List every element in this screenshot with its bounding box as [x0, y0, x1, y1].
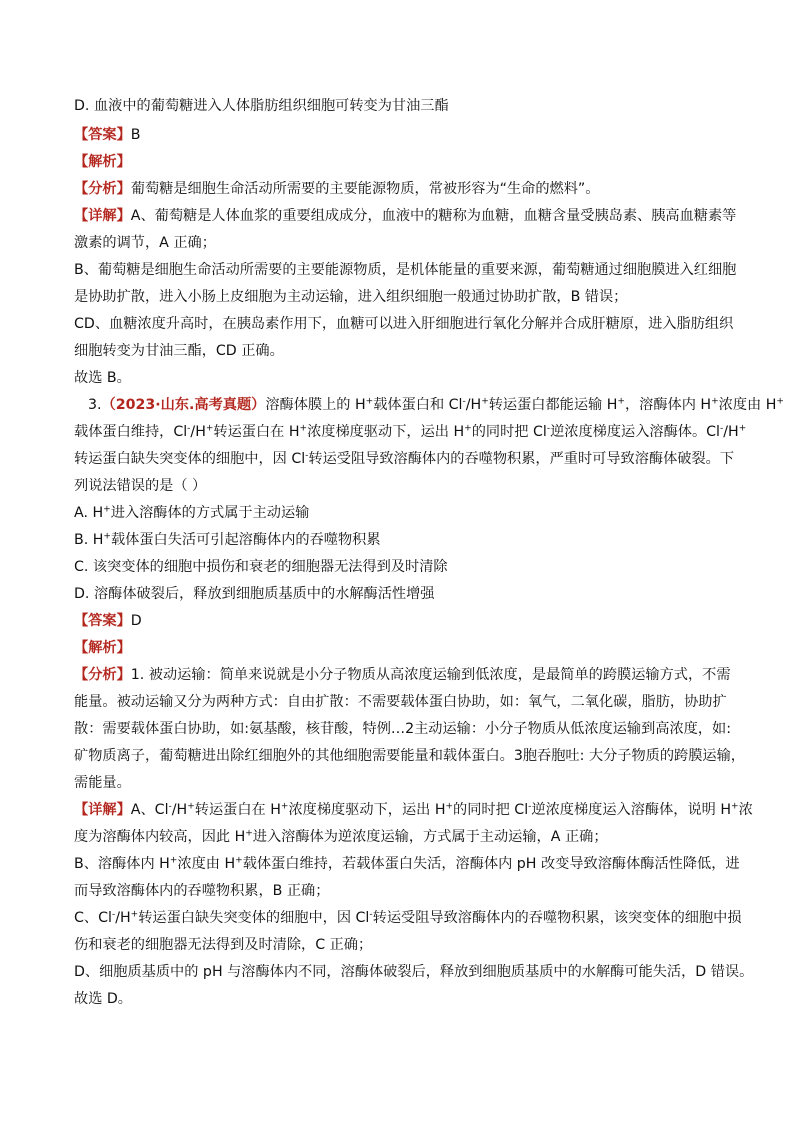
q3-fenxi-line-3: 散：需要载体蛋白协助，如:氨基酸，核苷酸，特例…2主动运输：小分子物质从低浓度运输到高浓度，如: — [74, 721, 732, 737]
superscript: + — [245, 828, 253, 839]
q2-xiangjie-line-2: 激素的调节，A 正确； — [74, 235, 216, 251]
superscript: - — [187, 423, 191, 434]
answer-value: B — [130, 127, 141, 143]
q2-fenxi — [74, 176, 724, 203]
stem-text: 浓度梯度驱动下，运出 H — [307, 424, 465, 440]
q3-stem-line-2 — [74, 419, 747, 446]
q3-option-d: D. 溶酶体破裂后，释放到细胞质基质中的水解酶活性增强 — [74, 586, 435, 602]
superscript: + — [445, 801, 454, 812]
analysis-tag: 【解析】 — [74, 640, 131, 656]
q3-conclusion: 故选 D。 — [74, 991, 132, 1007]
stem-text: 转运蛋白在 H — [213, 424, 300, 440]
superscript: - — [462, 396, 466, 407]
q3-stem-line-3 — [74, 446, 735, 473]
q3-stem-line-1 — [74, 392, 784, 419]
stem-text: 载体蛋白维持，Cl — [74, 424, 188, 440]
option-text: A. H — [74, 505, 104, 521]
q3-xiangjie-c-line-1 — [74, 905, 742, 932]
superscript: - — [528, 801, 532, 812]
q3-analysis-tag — [74, 635, 724, 662]
superscript: + — [299, 423, 308, 434]
xiangjie-text: 逆浓度梯度运入溶酶体，说明 H — [531, 802, 732, 818]
xiangjie-text: 转运蛋白缺失突变体的细胞中，因 Cl — [138, 910, 370, 926]
superscript: + — [365, 396, 374, 407]
q2-analysis-tag — [74, 149, 724, 176]
q3-xiangjie-c-line-2: 伤和衰老的细胞器无法得到及时清除，C 正确； — [74, 937, 373, 953]
superscript: + — [464, 423, 472, 434]
q3-option-c: C. 该突变体的细胞中损伤和衰老的细胞器无法得到及时清除 — [74, 559, 448, 575]
superscript: + — [776, 396, 784, 407]
q3-option-b — [74, 527, 724, 554]
stem-text: 转运蛋白都能运输 H — [488, 397, 618, 413]
stem-text: ，溶酶体内 H — [624, 397, 712, 413]
q3-xiangjie-a-line-1 — [74, 797, 753, 824]
option-text: B. H — [74, 532, 104, 548]
superscript: - — [168, 801, 172, 812]
answer-tag: 【答案】 — [74, 127, 131, 143]
xiangjie-text: 转运受阻导致溶酶体内的吞噬物积累，该突变体的细胞中损 — [372, 910, 742, 926]
q3-option-a — [74, 500, 724, 527]
q3-fenxi-line-1 — [74, 662, 731, 689]
superscript: + — [280, 801, 289, 812]
stem-text: 溶酶体膜上的 H — [265, 397, 366, 413]
superscript: - — [719, 423, 724, 434]
q2-xiangjie-line-4: 是协助扩散，进入小肠上皮细胞为主动运输，进入组织细胞一般通过协助扩散，B 错误； — [74, 289, 628, 305]
q3-xiangjie-b-line-1 — [74, 851, 740, 878]
q3-xiangjie-a-line-2 — [74, 824, 724, 851]
superscript: + — [235, 855, 243, 866]
xiangjie-text: 浓 — [738, 802, 753, 818]
superscript: + — [169, 855, 178, 866]
stem-text: /H — [465, 397, 482, 413]
stem-text: /H — [723, 424, 739, 440]
xiangjie-text: 的同时把 Cl — [453, 802, 529, 818]
q3-xiangjie-d: D、细胞质基质中的 pH 与溶酶体内不同，溶酶体破裂后，释放到细胞质基质中的水解酶可能失活，D 错误。 — [74, 964, 754, 980]
fenxi-text: 葡萄糖是细胞生命活动所需要的主要能源物质，常被形容为“生命的燃料”。 — [130, 181, 600, 197]
superscript: - — [369, 909, 373, 920]
fenxi-tag: 【分析】 — [74, 181, 131, 197]
xiangjie-text: 浓度梯度驱动下，运出 H — [288, 802, 446, 818]
xiangjie-text: /H — [171, 802, 188, 818]
q2-option-d: D. 血液中的葡萄糖进入人体脂肪组织细胞可转变为甘油三酯 — [74, 98, 449, 114]
q2-xiangjie-line-6: 细胞转变为甘油三酯，CD 正确。 — [74, 343, 284, 359]
analysis-tag: 【解析】 — [74, 154, 131, 170]
fenxi-tag: 【分析】 — [74, 667, 131, 683]
stem-text: 逆浓度梯度运入溶酶体。Cl — [550, 424, 720, 440]
xiangjie-text: 浓度由 H — [177, 856, 236, 872]
q2-answer — [74, 122, 724, 149]
xiangjie-text: B、溶酶体内 H — [74, 856, 170, 872]
superscript: + — [738, 423, 747, 434]
superscript: - — [546, 423, 551, 434]
xiangjie-text: 载体蛋白维持，若载体蛋白失活，溶酶体内 pH 改变导致溶酶体酶活性降低，进 — [242, 856, 740, 872]
page-content — [74, 93, 784, 1013]
superscript: + — [205, 423, 214, 434]
q3-fenxi-line-5: 需能量。 — [74, 775, 131, 791]
q3-fenxi-line-2: 能量。被动运输又分为两种方式：自由扩散：不需要载体蛋白协助，如：氧气，二氧化碳，脂肪，协助扩 — [74, 694, 727, 710]
xiangjie-text: 度为溶酶体内较高，因此 H — [74, 829, 246, 845]
stem-text: 转运受阻导致溶酶体内的吞噬物积累，严重时可导致溶酶体破裂。下 — [308, 451, 735, 467]
xiangjie-text: A、Cl — [130, 802, 169, 818]
q3-fenxi-line-4: 矿物质离子，葡萄糖进出除红细胞外的其他细胞需要能量和载体蛋白。3胞吞胞吐: 大分子物质的跨膜运输， — [74, 748, 745, 764]
superscript: + — [130, 909, 139, 920]
q2-xiangjie-line-3: B、葡萄糖是细胞生命活动所需要的主要能源物质，是机体能量的重要来源，葡萄糖通过细胞膜进入红细胞 — [74, 262, 737, 278]
superscript: + — [617, 396, 625, 407]
superscript: + — [103, 504, 111, 515]
stem-text: 载体蛋白和 Cl — [373, 397, 463, 413]
stem-text: 浓度由 H — [718, 397, 777, 413]
superscript: - — [305, 450, 309, 461]
xiangjie-tag: 【详解】 — [74, 802, 131, 818]
xiangjie-text: 进入溶酶体为逆浓度运输，方式属于主动运输，A 正确； — [252, 829, 608, 845]
stem-text: 转运蛋白缺失突变体的细胞中，因 Cl — [74, 451, 306, 467]
q2-xiangjie-line-5: CD、血糖浓度升高时，在胰岛素作用下，血糖可以进入肝细胞进行氧化分解并合成肝糖原，进入脂肪组织 — [74, 316, 734, 332]
superscript: + — [103, 531, 111, 542]
answer-tag: 【答案】 — [74, 613, 131, 629]
xiangjie-text: C、Cl — [74, 910, 112, 926]
superscript: + — [481, 396, 489, 407]
xiangjie-tag: 【详解】 — [74, 208, 131, 224]
superscript: + — [711, 396, 719, 407]
option-text: 进入溶酶体的方式属于主动运输 — [110, 505, 310, 521]
stem-text: /H — [190, 424, 206, 440]
superscript: + — [187, 801, 195, 812]
option-text: 载体蛋白失活可引起溶酶体内的吞噬物积累 — [110, 532, 381, 548]
answer-value: D — [130, 613, 142, 629]
q3-number: 3. — [88, 397, 102, 413]
stem-text: 的同时把 Cl — [471, 424, 547, 440]
xiangjie-text: /H — [115, 910, 131, 926]
xiangjie-text: 转运蛋白在 H — [194, 802, 281, 818]
q2-conclusion: 故选 B。 — [74, 370, 131, 386]
superscript: - — [111, 909, 116, 920]
q3-answer — [74, 608, 724, 635]
q2-xiangjie-line-1 — [74, 203, 737, 230]
q3-xiangjie-b-line-2: 而导致溶酶体内的吞噬物积累，B 正确； — [74, 883, 330, 899]
superscript: + — [731, 801, 739, 812]
q3-stem-line-4: 列说法错误的是（ ） — [74, 478, 207, 494]
fenxi-text: 1. 被动运输：简单来说就是小分子物质从高浓度运输到低浓度，是最简单的跨膜运输方式，不需 — [130, 667, 731, 683]
q3-source: （2023·山东.高考真题） — [101, 397, 266, 413]
xiangjie-text: A、葡萄糖是人体血浆的重要组成成分，血液中的糖称为血糖，血糖含量受胰岛素、胰高血糖素等 — [130, 208, 737, 224]
